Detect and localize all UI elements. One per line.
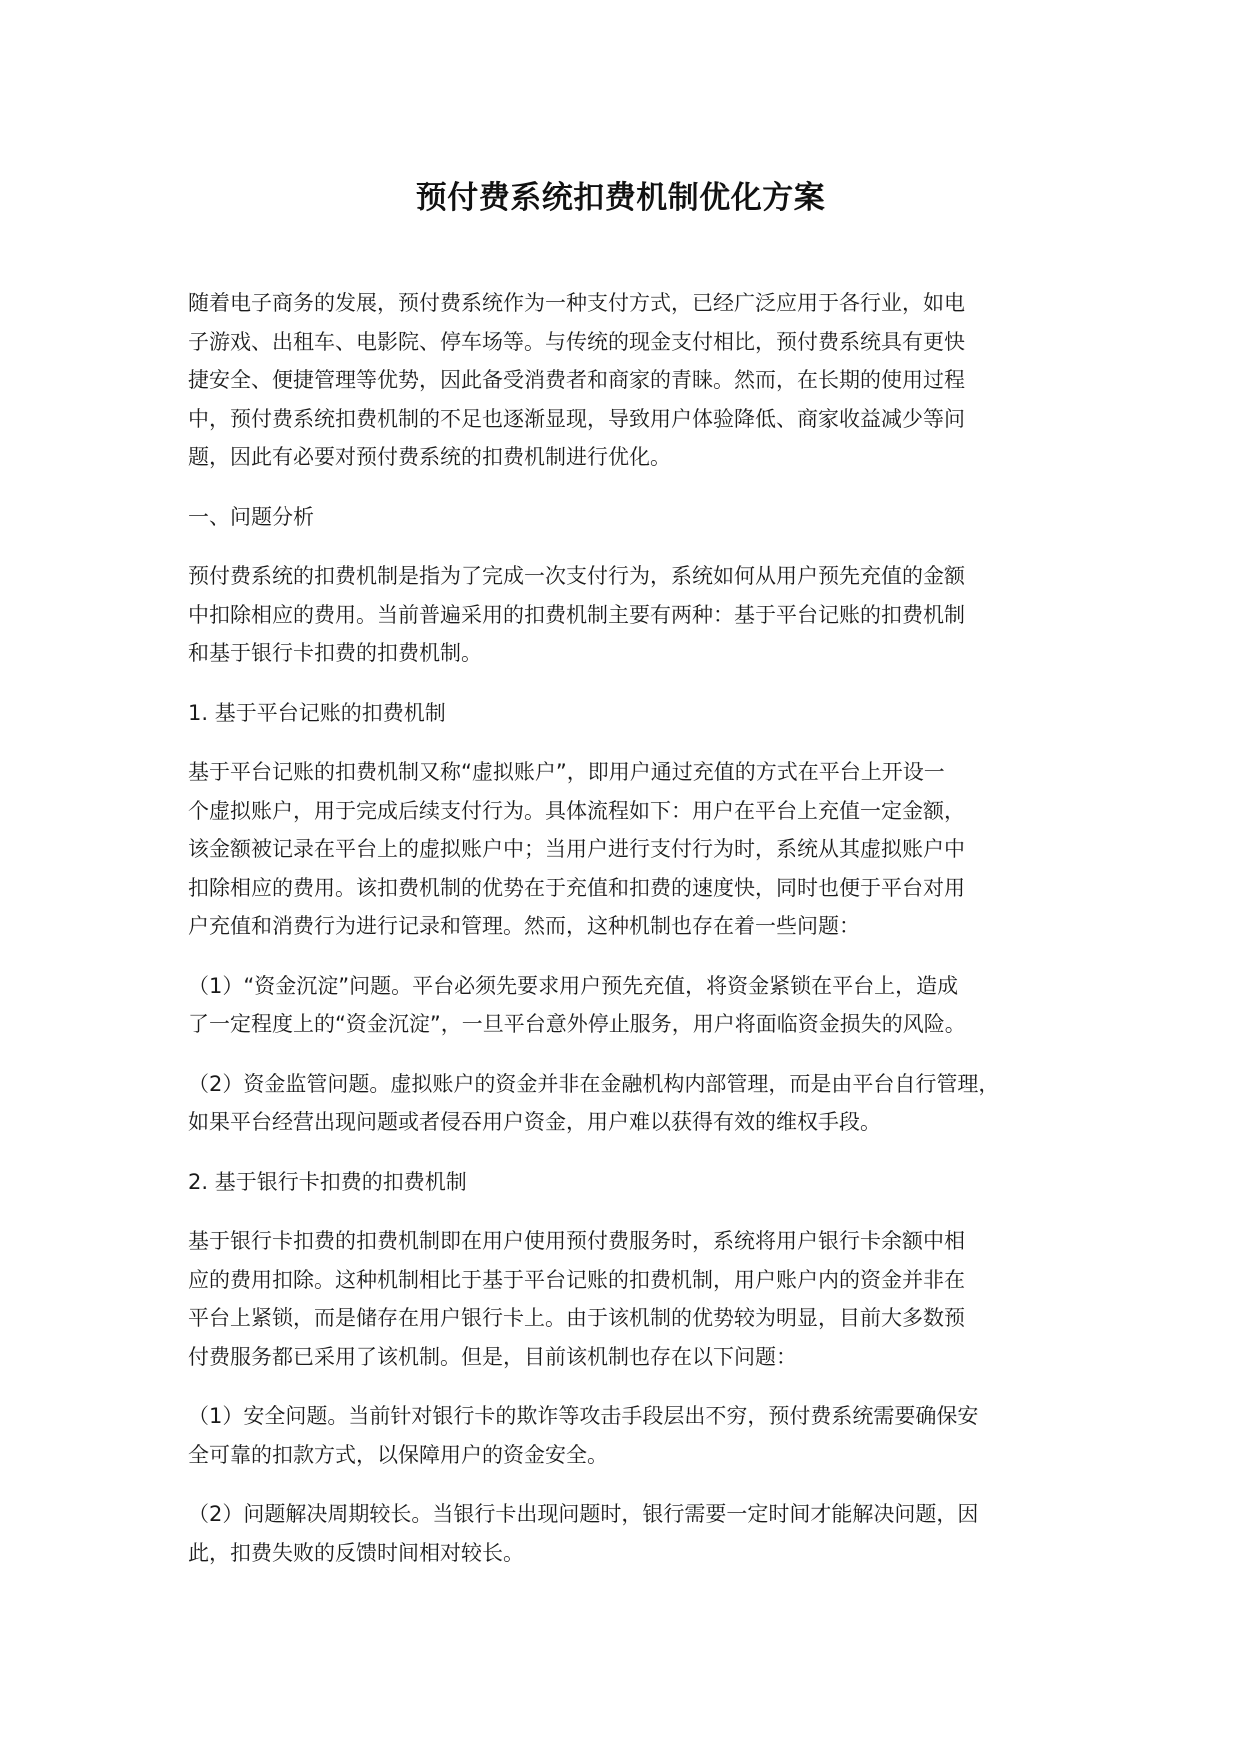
text-line: 付费服务都已采用了该机制。但是，目前该机制也存在以下问题： (188, 1344, 797, 1369)
platform-billing-paragraph (188, 753, 1100, 946)
text-line: 题，因此有必要对预付费系统的扣费机制进行优化。 (188, 445, 671, 469)
text-line: （1）“资金沉淀”问题。平台必须先要求用户预先充值，将资金紧锁在平台上，造成 (188, 973, 959, 998)
text-line: 应的费用扣除。这种机制相比于基于平台记账的扣费机制，用户账户内的资金并非在 (188, 1267, 965, 1292)
text-line: 扣除相应的费用。该扣费机制的优势在于充值和扣费的速度快，同时也便于平台对用 (188, 875, 965, 900)
text-line: 子游戏、出租车、电影院、停车场等。与传统的现金支付相比，预付费系统具有更快 (188, 329, 965, 354)
subsection-heading-platform-billing: 1. 基于平台记账的扣费机制 (188, 700, 446, 725)
text-line: 基于平台记账的扣费机制又称“虚拟账户”，即用户通过充值的方式在平台上开设一 (188, 760, 945, 784)
text-line: 如果平台经营出现问题或者侵吞用户资金，用户难以获得有效的维权手段。 (188, 1110, 881, 1134)
text-line: 基于银行卡扣费的扣费机制即在用户使用预付费服务时，系统将用户银行卡余额中相 (188, 1229, 965, 1253)
text-line: 中，预付费系统扣费机制的不足也逐渐显现，导致用户体验降低、商家收益减少等问 (188, 406, 965, 431)
text-line: 个虚拟账户，用于完成后续支付行为。具体流程如下：用户在平台上充值一定金额， (188, 798, 965, 823)
section-heading-problem-analysis: 一、问题分析 (188, 504, 314, 529)
text-line: 此，扣费失败的反馈时间相对较长。 (188, 1540, 524, 1565)
text-line: （2）问题解决周期较长。当银行卡出现问题时，银行需要一定时间才能解决问题，因 (188, 1502, 979, 1526)
text-line: 平台上紧锁，而是储存在用户银行卡上。由于该机制的优势较为明显，目前大多数预 (188, 1306, 965, 1330)
problem-analysis-paragraph (188, 557, 1100, 673)
platform-issue-fund-deposit (188, 967, 1100, 1044)
text-line: 户充值和消费行为进行记录和管理。然而，这种机制也存在着一些问题： (188, 914, 860, 938)
text-line: 预付费系统的扣费机制是指为了完成一次支付行为，系统如何从用户预先充值的金额 (188, 564, 965, 588)
text-line: 随着电子商务的发展，预付费系统作为一种支付方式，已经广泛应用于各行业，如电 (188, 291, 965, 315)
text-line: 全可靠的扣款方式，以保障用户的资金安全。 (188, 1442, 608, 1467)
bank-card-billing-paragraph (188, 1222, 1100, 1376)
bank-card-issue-resolution-time (188, 1495, 1100, 1572)
intro-paragraph (188, 284, 1100, 477)
text-line: 中扣除相应的费用。当前普遍采用的扣费机制主要有两种：基于平台记账的扣费机制 (188, 602, 965, 627)
text-line: 和基于银行卡扣费的扣费机制。 (188, 641, 482, 665)
text-line: 了一定程度上的“资金沉淀”，一旦平台意外停止服务，用户将面临资金损失的风险。 (188, 1012, 966, 1036)
platform-issue-fund-supervision (188, 1065, 1100, 1142)
subsection-heading-bank-card-billing: 2. 基于银行卡扣费的扣费机制 (188, 1169, 467, 1194)
text-line: 该金额被记录在平台上的虚拟账户中；当用户进行支付行为时，系统从其虚拟账户中 (188, 837, 965, 861)
bank-card-issue-security (188, 1397, 1100, 1474)
text-line: （1）安全问题。当前针对银行卡的欺诈等攻击手段层出不穷，预付费系统需要确保安 (188, 1404, 979, 1428)
text-line: 捷安全、便捷管理等优势，因此备受消费者和商家的青睐。然而，在长期的使用过程 (188, 368, 965, 392)
document-body (188, 284, 1100, 1593)
page-title: 预付费系统扣费机制优化方案 (415, 180, 826, 216)
text-line: （2）资金监管问题。虚拟账户的资金并非在金融机构内部管理，而是由平台自行管理， (188, 1071, 1000, 1096)
